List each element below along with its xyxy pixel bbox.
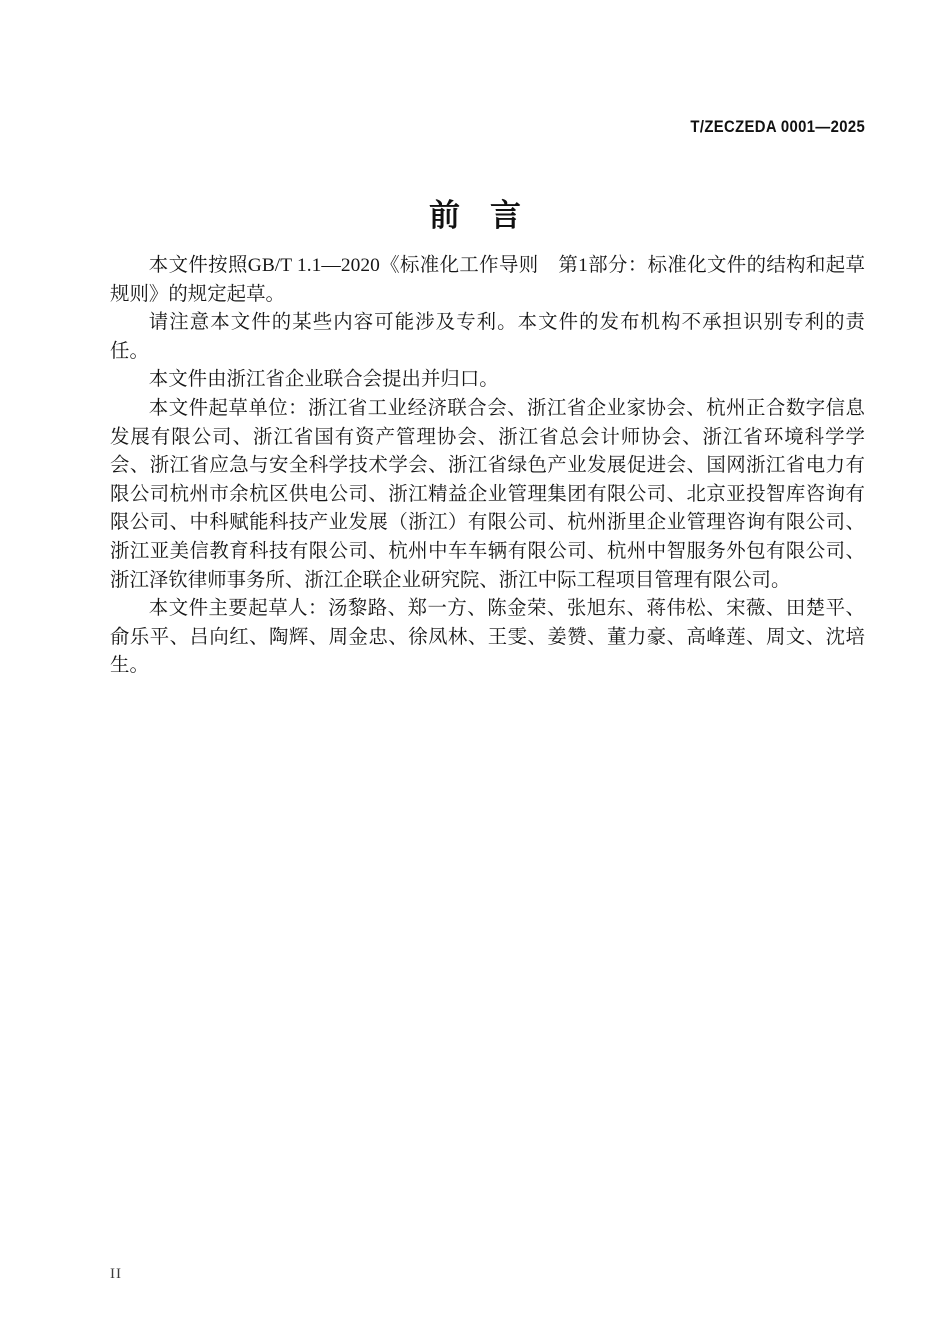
foreword-body xyxy=(110,252,865,681)
foreword-paragraph: 本文件主要起草人：汤黎路、郑一方、陈金荣、张旭东、蒋伟松、宋薇、田楚平、俞乐平、吕向红、陶辉、周金忠、徐凤林、王雯、姜赞、董力豪、高峰莲、周文、沈培生。 xyxy=(110,598,865,677)
foreword-paragraph: 本文件按照GB/T 1.1—2020《标准化工作导则 第1部分：标准化文件的结构和起草规则》的规定起草。 xyxy=(110,255,865,305)
standard-code-header: T/ZECZEDA 0001—2025 xyxy=(690,117,865,136)
foreword-paragraph: 本文件由浙江省企业联合会提出并归口。 xyxy=(148,369,499,391)
page-footer xyxy=(110,1254,865,1344)
page-header xyxy=(110,115,865,139)
page-number: II xyxy=(110,1266,122,1282)
foreword-paragraph: 本文件起草单位：浙江省工业经济联合会、浙江省企业家协会、杭州正合数字信息发展有限公司、浙江省国有资产管理协会、浙江省总会计师协会、浙江省环境科学学会、浙江省应急与安全科学技术学会、浙江省绿色产业发展促进会、国网浙江省电力有限公司杭州市余杭区供电公司、浙江精益企业管理集团有限公司、北京亚投智库咨询有限公司、中科赋能科技产业发展（浙江）有限公司、杭州浙里企业管理咨询有限公司、浙江亚美信教育科技有限公司、杭州中车车辆有限公司、杭州中智服务外包有限公司、浙江泽钦律师事务所、浙江企联企业研究院、浙江中际工程项目管理有限公司。 xyxy=(110,397,865,591)
page-title xyxy=(0,190,950,235)
foreword-paragraph: 请注意本文件的某些内容可能涉及专利。本文件的发布机构不承担识别专利的责任。 xyxy=(110,312,865,362)
page-title-text: 前言 xyxy=(429,198,551,233)
